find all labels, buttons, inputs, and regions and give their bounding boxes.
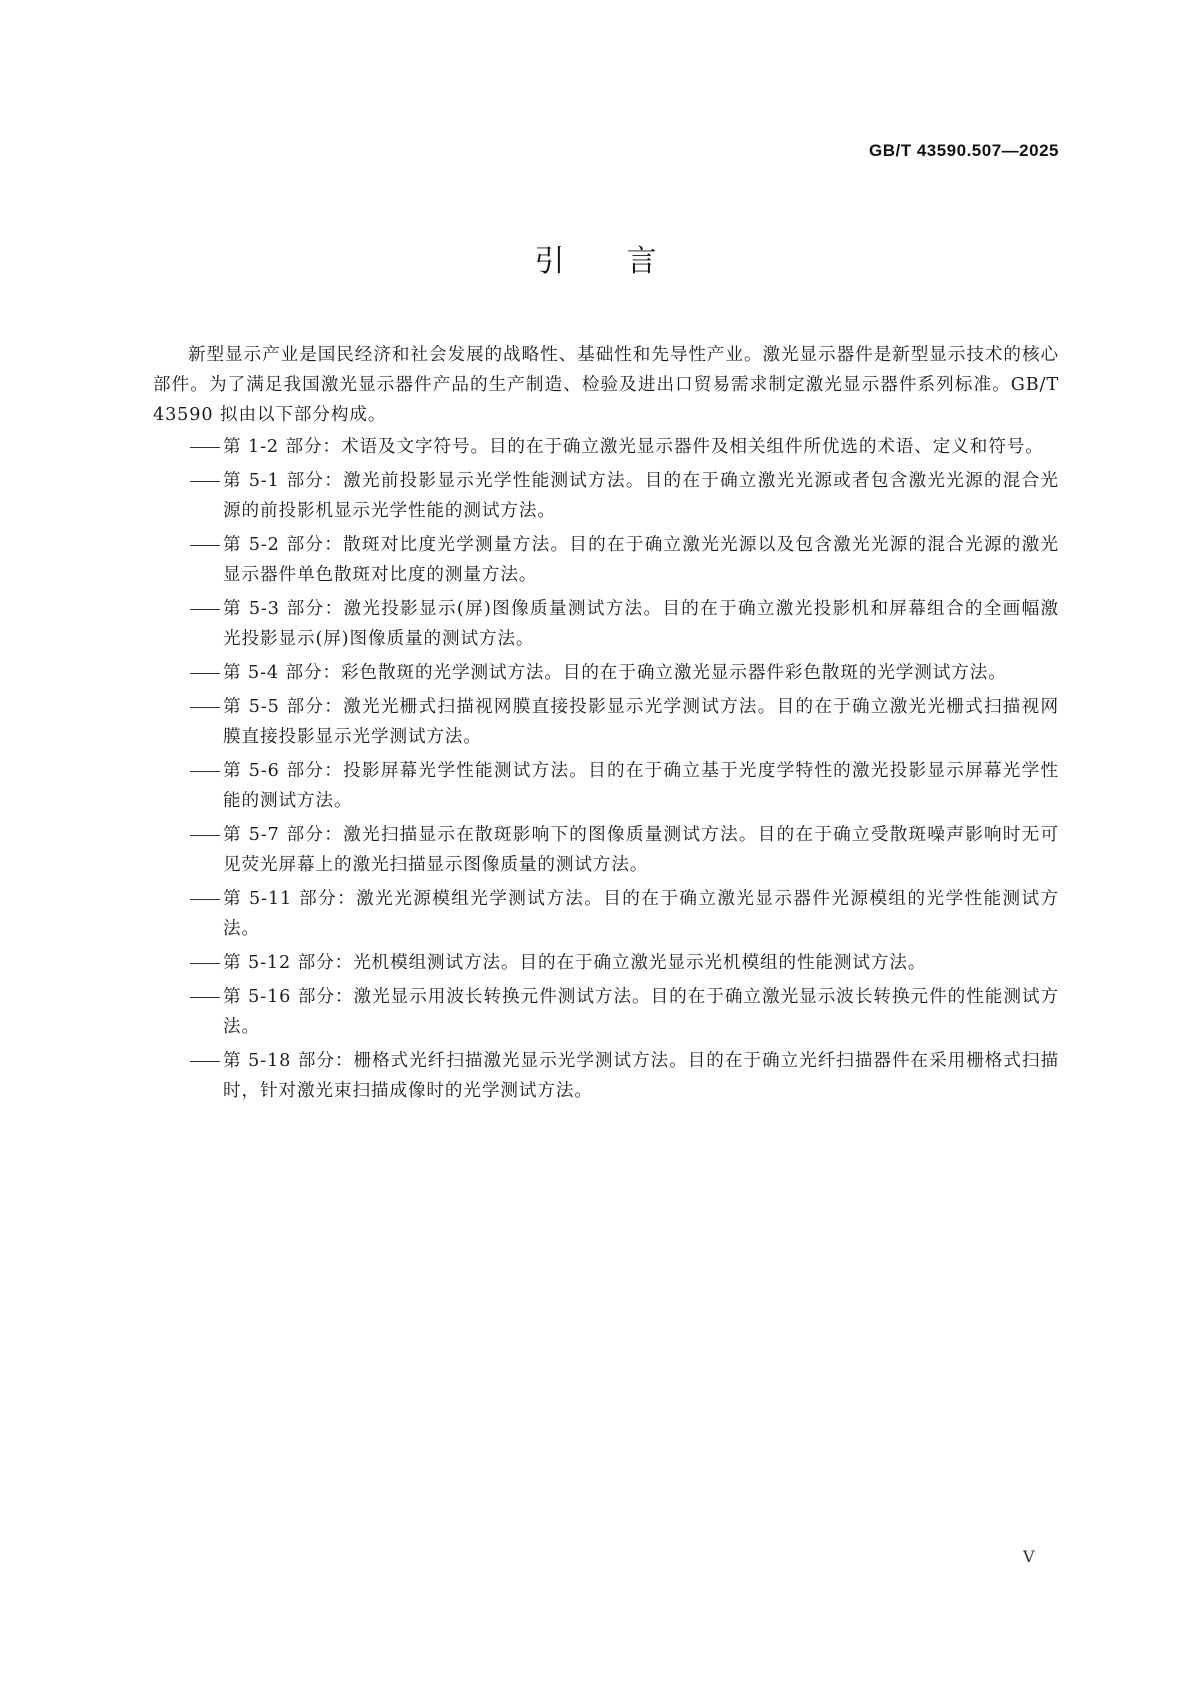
part-description: 第 5-18 部分：栅格式光纤扫描激光显示光学测试方法。目的在于确立光纤扫描器件在采用栅格式扫描时，针对激光束扫描成像时的光学测试方法。 — [223, 1051, 1059, 1101]
em-dash-marker — [188, 884, 223, 914]
intro-paragraph: 新型显示产业是国民经济和社会发展的战略性、基础性和先导性产业。激光显示器件是新型显示技术的核心部件。为了满足我国激光显示器件产品的生产制造、检验及进出口贸易需求制定激光显示器件系列标准。GB/T 43590 拟由以下部分构成。 — [153, 345, 1059, 425]
list-item — [153, 530, 1059, 590]
part-description: 第 5-3 部分：激光投影显示(屏)图像质量测试方法。目的在于确立激光投影机和屏幕组合的全画幅激光投影显示(屏)图像质量的测试方法。 — [223, 599, 1059, 649]
part-description: 第 5-1 部分：激光前投影显示光学性能测试方法。目的在于确立激光光源或者包含激光光源的混合光源的前投影机显示光学性能的测试方法。 — [223, 471, 1059, 521]
page-title: 引言 — [534, 244, 719, 279]
em-dash-marker — [188, 692, 223, 722]
part-description: 第 5-6 部分：投影屏幕光学性能测试方法。目的在于确立基于光度学特性的激光投影显示屏幕光学性能的测试方法。 — [223, 761, 1059, 811]
part-description: 第 1-2 部分：术语及文字符号。目的在于确立激光显示器件及相关组件所优选的术语、定义和符号。 — [223, 437, 1044, 457]
part-description: 第 5-12 部分：光机模组测试方法。目的在于确立激光显示光机模组的性能测试方法。 — [223, 953, 927, 973]
em-dash-marker — [188, 658, 223, 688]
list-item — [153, 594, 1059, 654]
em-dash-marker — [188, 756, 223, 786]
list-item — [153, 466, 1059, 526]
part-description: 第 5-7 部分：激光扫描显示在散斑影响下的图像质量测试方法。目的在于确立受散斑噪声影响时无可见荧光屏幕上的激光扫描显示图像质量的测试方法。 — [223, 825, 1059, 875]
em-dash-marker — [188, 1046, 223, 1076]
page-number: V — [1023, 1547, 1035, 1566]
list-item — [153, 820, 1059, 880]
em-dash-marker — [188, 530, 223, 560]
list-item — [153, 658, 1059, 688]
list-item — [153, 692, 1059, 752]
part-description: 第 5-11 部分：激光光源模组光学测试方法。目的在于确立激光显示器件光源模组的光学性能测试方法。 — [223, 889, 1059, 939]
parts-list — [153, 432, 1059, 1110]
em-dash-marker — [188, 466, 223, 496]
em-dash-marker — [188, 432, 223, 462]
em-dash-marker — [188, 948, 223, 978]
part-description: 第 5-4 部分：彩色散斑的光学测试方法。目的在于确立激光显示器件彩色散斑的光学测试方法。 — [223, 663, 1007, 683]
part-description: 第 5-5 部分：激光光栅式扫描视网膜直接投影显示光学测试方法。目的在于确立激光光栅式扫描视网膜直接投影显示光学测试方法。 — [223, 697, 1059, 747]
list-item — [153, 432, 1059, 462]
list-item — [153, 982, 1059, 1042]
list-item — [153, 756, 1059, 816]
em-dash-marker — [188, 594, 223, 624]
list-item — [153, 884, 1059, 944]
list-item — [153, 1046, 1059, 1106]
part-description: 第 5-16 部分：激光显示用波长转换元件测试方法。目的在于确立激光显示波长转换元件的性能测试方法。 — [223, 987, 1059, 1037]
em-dash-marker — [188, 982, 223, 1012]
standard-number: GB/T 43590.507—2025 — [868, 141, 1059, 160]
part-description: 第 5-2 部分：散斑对比度光学测量方法。目的在于确立激光光源以及包含激光光源的混合光源的激光显示器件单色散斑对比度的测量方法。 — [223, 535, 1059, 585]
list-item — [153, 948, 1059, 978]
em-dash-marker — [188, 820, 223, 850]
